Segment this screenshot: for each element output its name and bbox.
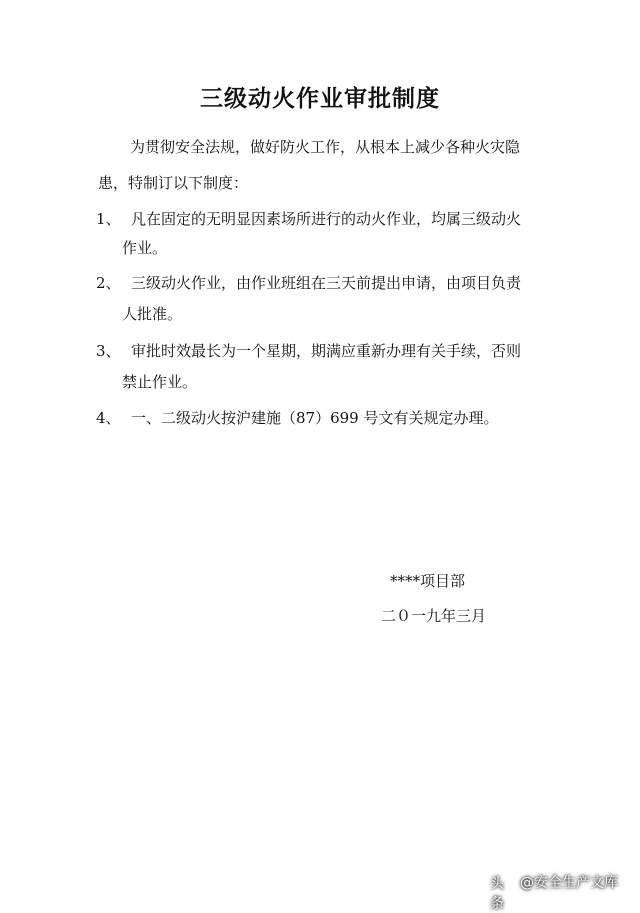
item-1-number: 1、 [96, 210, 121, 228]
intro-line-1: 为贯彻安全法规，做好防火工作，从根本上减少各种火灾隐 [130, 138, 521, 156]
item-2-number: 2、 [96, 274, 121, 292]
item-3-line-2: 禁止作业。 [122, 373, 198, 391]
watermark-handle: @安全生产文库 [520, 875, 618, 891]
item-4-number: 4、 [96, 409, 121, 427]
intro-line-2: 患，特制订以下制度： [98, 174, 249, 192]
item-1-line-2: 作业。 [122, 239, 168, 257]
signature-org: ****项目部 [390, 572, 466, 590]
item-2-line-1: 三级动火作业，由作业班组在三天前提出申请，由项目负责 [131, 274, 522, 292]
item-3-number: 3、 [96, 342, 121, 360]
item-4-line-1: 一、二级动火按沪建施（87）699 号文有关规定办理。 [131, 409, 499, 427]
item-1-line-1: 凡在固定的无明显因素场所进行的动火作业，均属三级动火 [131, 210, 522, 228]
toutiao-logo-icon: 头条 [490, 876, 504, 912]
item-2-line-2: 人批准。 [122, 305, 183, 323]
item-3-line-1: 审批时效最长为一个星期，期满应重新办理有关手续，否则 [131, 342, 522, 360]
signature-date: 二０一九年三月 [381, 607, 487, 625]
document-title: 三级动火作业审批制度 [200, 86, 440, 112]
source-watermark [490, 872, 618, 912]
